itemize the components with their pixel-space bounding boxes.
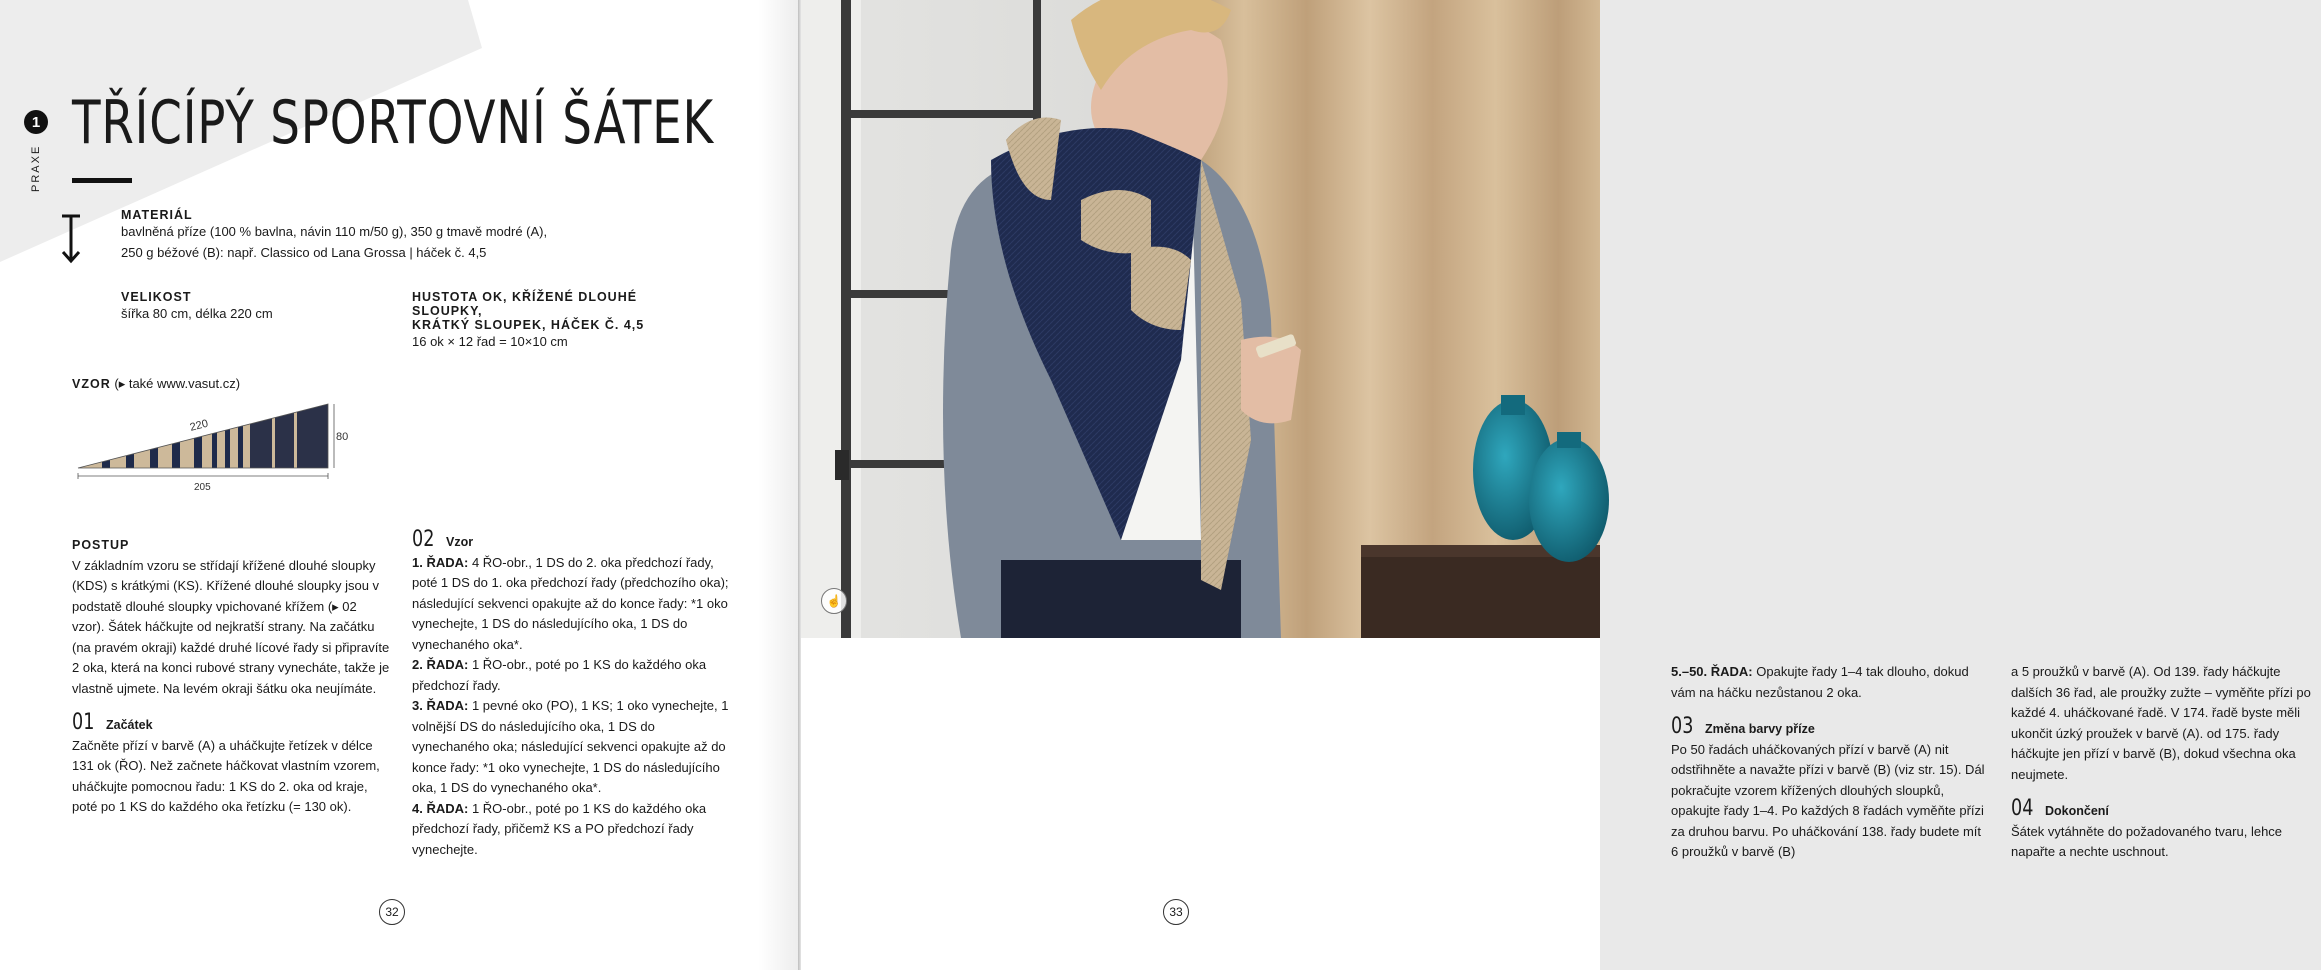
step-02-title [412,527,732,553]
row-1-instruction [412,553,732,656]
step-01-text: Začněte přízí v barvě (A) a uháčkujte řetízek v délce 131 ok (ŘO). Než začnete háčkovat vlastním vzorem, uháčkujte pomocnou řadu: 1 KS do 2. oka od kraje, poté po 1 KS do každého oka řetízku (= 130 ok). [72,737,380,814]
size-text: šířka 80 cm, délka 220 cm [121,306,273,321]
step-04-text: Šátek vytáhněte do požadovaného tvaru, lehce napařte a nechte uschnout. [2011,823,2283,859]
step-01-number: 01 [72,710,95,735]
row-4-instruction [412,799,732,861]
gauge-heading-1: HUSTOTA OK, KŘÍŽENÉ DLOUHÉ SLOUPKY, [412,290,638,318]
row-1-text: 4 ŘO-obr., 1 DS do 2. oka předchozí řady, poté 1 DS do 1. oka předchozí řady (předchozího oka); následující sekvenci opakujte až do konce řady: *1 oko vynechejte, 1 DS do následujícího oka, 1 DS do vynechaného oka*. [412,554,729,652]
step-04-label: Dokončení [2045,804,2109,818]
pattern-link-note[interactable]: (▸ také www.vasut.cz) [114,376,241,391]
chapter-number-badge: 1 [24,110,48,134]
dimension-base: 205 [194,482,211,493]
rows-5-50-instruction [1671,662,1986,703]
instructions-column-4 [2011,662,2321,863]
pattern-label: VZOR [72,377,111,391]
schematic-stripes [72,404,362,474]
material-heading: MATERIÁL [121,208,193,222]
arrow-down-icon [60,214,82,264]
procedure-heading: POSTUP [72,538,130,552]
row-2-instruction [412,655,732,696]
step-04-number: 04 [2011,796,2034,821]
instructions-column-1 [72,535,392,818]
shawl-schematic-diagram [72,404,362,494]
page-shadow [758,0,798,970]
rows-5-50-label: 5.–50. ŘADA: [1671,664,1753,679]
size-heading: VELIKOST [121,290,192,304]
pattern-heading [72,376,240,392]
step-03-label: Změna barvy příze [1705,722,1815,736]
step-03-number: 03 [1671,714,1694,739]
size-section [121,290,361,325]
title-underline [72,178,132,183]
row-4-label: 4. ŘADA: [412,800,469,816]
material-section [121,208,641,263]
row-3-label: 3. ŘADA: [412,698,469,713]
step-03-title [1671,714,1986,740]
step-04-title [2011,796,2321,822]
procedure-text: V základním vzoru se střídají křížené dlouhé sloupky (KDS) s krátkými (KS). Křížené dlouhé sloupky jsou v podstatě dlouhé sloupky vpichované křížem (▸ 02 vzor). Šátek háčkujte od nejkratší strany. Na začátku (na pravém okraji) každé druhé lícové řady si připravíte 2 oka, která na konci rubové strany vynecháte, takže je vlastně ujmete. Na levém okraji šátku oka neujímáte. [72,557,390,696]
step-01-label: Začátek [106,718,153,732]
row-1-label: 1. ŘADA: [412,554,469,570]
page-number-left: 32 [379,899,405,925]
step-01-title [72,710,392,736]
hand-pointer-icon[interactable]: ☝ [821,588,847,614]
gauge-heading-2: KRÁTKÝ SLOUPEK, HÁČEK Č. 4,5 [412,318,645,332]
dimension-diagonal: 220 [188,417,210,434]
row-2-label: 2. ŘADA: [412,657,469,672]
rows-5-50-text: Opakujte řady 1–4 tak dlouho, dokud vám na háčku nezůstanou 2 oka. [1671,664,1969,700]
dimension-height: 80 [336,431,349,443]
chapter-label: PRAXE [30,144,42,192]
instructions-column-2 [412,527,732,860]
step-03-text: Po 50 řadách uháčkovaných přízí v barvě (A) nit odstřihněte a navažte přízi v barvě (B) (viz str. 15). Dál pokračujte vzorem křížených dlouhých sloupků, opakujte řady 1–4. Po každých 8 řadách vyměňte přízi za druhou barvu. Po uháčkování 138. řady budete mít 6 proužků v barvě (B) [1671,741,1985,859]
page-title: TŘÍCÍPÝ SPORTOVNÍ ŠÁTEK [72,88,714,158]
material-line-2: 250 g béžové (B): např. Classico od Lana Grossa | háček č. 4,5 [121,244,487,260]
model-photo [801,0,1600,638]
row-2-text: 1 ŘO-obr., poté po 1 KS do každého oka předchozí řady. [412,657,707,693]
row-3-instruction [412,696,732,799]
page-number-right: 33 [1163,899,1189,925]
row-3-text: 1 pevné oko (PO), 1 KS; 1 oko vynechejte, 1 volnější DS do následujícího oka, 1 DS do vynechaného oka; následující sekvenci opakujte až do konce řady: *1 oko vynechejte, 1 DS do následujícího oka, 1 DS do vynechaného oka*. [412,698,729,795]
gauge-text: 16 ok × 12 řad = 10×10 cm [412,334,568,349]
row-4-text: 1 ŘO-obr., poté po 1 KS do každého oka předchozí řady, přičemž KS a PO předchozí řady vynechejte. [412,800,707,857]
material-line-1: bavlněná příze (100 % bavlna, návin 110 m/50 g), 350 g tmavě modré (A), [121,224,548,239]
instructions-column-3 [1671,662,1986,863]
step-02-number: 02 [412,527,435,552]
gauge-section [412,290,712,353]
stripe-continuation-text: a 5 proužků v barvě (A). Od 139. řady háčkujte dalších 36 řad, ale proužky zužte – vyměňte přízi po každé 4. uháčkované řadě. V 174. řadě byste měli ukončit úzký proužek v barvě (A). od 175. řady háčkujte jen přízí v barvě (B), dokud všechna oka neujmete. [2011,664,2311,782]
left-page [0,0,798,970]
right-page [801,0,2311,970]
step-02-label: Vzor [446,535,474,549]
